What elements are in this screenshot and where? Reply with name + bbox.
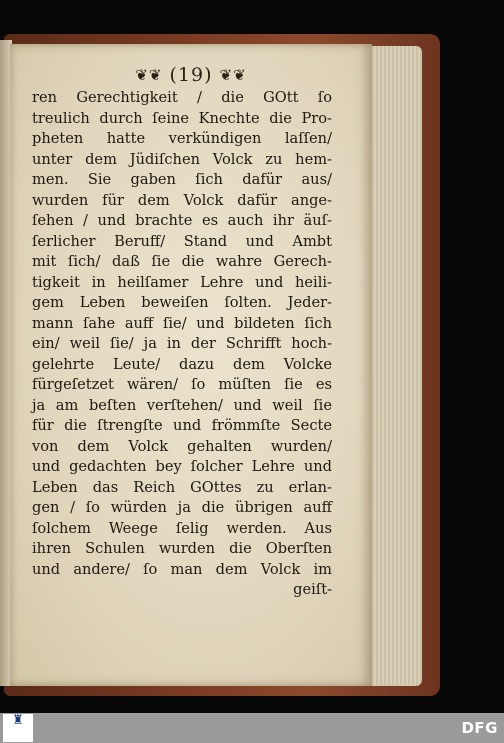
text-line: wurden für dem Volck dafür ange- [32,191,332,209]
text-line: pheten hatte verkündigen laſſen/ [32,130,332,147]
text-line: men. Sie gaben ſich dafür aus/ [32,171,332,188]
text-line: für die ſtrengſte und frömmſte Secte [32,417,332,434]
text-line: unter dem Jüdiſchen Volck zu hem- [32,150,332,168]
page-header [10,64,372,86]
text-line: mann ſahe auff ſie/ und bildeten ſich [32,314,332,332]
ornament-left-icon: ❦❦ [135,66,163,84]
library-logo[interactable] [3,714,33,742]
text-line: fürgeſetzet wären/ ſo müſten ſie es [32,376,332,393]
text-line: ſehen / und brachte es auch ihr äuſ- [32,212,332,229]
text-line: treulich durch ſeine Knechte die Pro- [32,109,332,127]
text-line: ren Gerechtigkeit / die GOtt ſo [32,89,332,106]
text-line: ſerlicher Beruff/ Stand und Ambt [32,232,332,250]
text-line: und gedachten bey ſolcher Lehre und [32,458,332,475]
page-edges [366,46,422,686]
text-line: von dem Volck gehalten wurden/ [32,437,332,455]
page-text [32,88,332,601]
viewer-footer [0,713,504,743]
text-line: tigkeit in heilſamer Lehre und heili- [32,273,332,291]
text-line: Leben das Reich GOttes zu erlan- [32,478,332,496]
book-page [10,44,372,686]
catchword: geiſt- [293,581,332,598]
text-line: gem Leben beweiſen ſolten. Jeder- [32,294,332,311]
ornament-right-icon: ❦❦ [219,66,247,84]
text-line: ihren Schulen wurden die Oberſten [32,540,332,557]
page-number: (19) [169,64,213,86]
text-line: ſolchem Weege ſelig werden. Aus [32,519,332,537]
library-logo-icon: ♜ [12,713,24,728]
text-line: ja am beſten verſtehen/ und weil ſie [32,396,332,414]
text-line: und andere/ ſo man dem Volck im [32,560,332,578]
text-line: gen / ſo würden ja die übrigen auff [32,499,332,516]
text-line: gelehrte Leute/ dazu dem Volcke [32,355,332,373]
text-line: mit ſich/ daß ſie die wahre Gerech- [32,253,332,270]
dfg-logo[interactable]: DFG [461,719,498,737]
text-line: ein/ weil ſie/ ja in der Schrifft hoch- [32,335,332,352]
